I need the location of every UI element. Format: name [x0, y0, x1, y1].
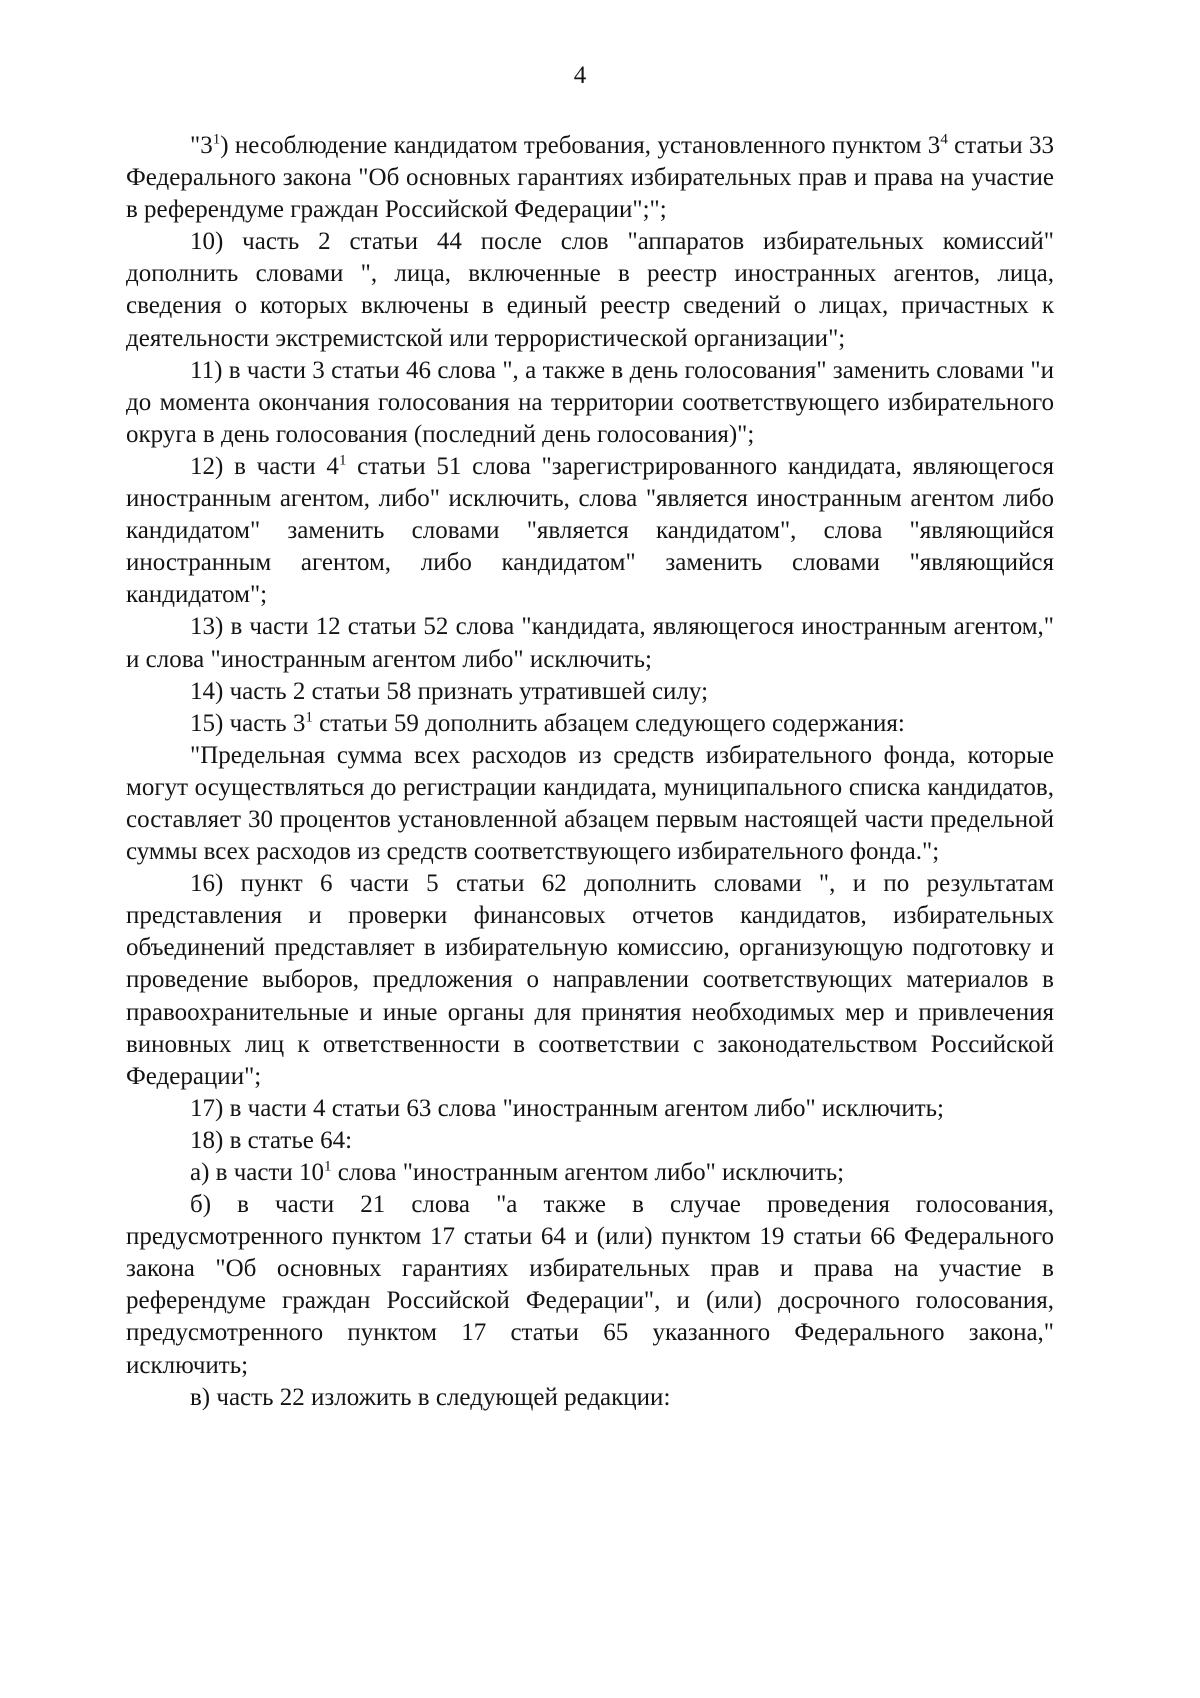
superscript: 1	[305, 709, 313, 726]
text-run: статьи 51 слова "зарегистрированного кандидата, являющегося иностранным агентом, либо" исключить, слова "является иностранным агентом либо кандидатом" заменить словами "является кандидатом", слова "являющийся иностранным агентом, либо кандидатом" заменить словами "являющийся кандидатом";	[126, 452, 1054, 609]
paragraph-14: 14) часть 2 статьи 58 признать утратившей силу;	[190, 677, 709, 705]
paragraph-16: 16) пункт 6 части 5 статьи 62 дополнить словами ", и по результатам представления и проверки финансовых отчетов кандидатов, избирательных объединений представляет в избирательную комиссию, организующую подготовку и проведение выборов, предложения о направлении соответствующих материалов в правоохранительные и иные органы для принятия необходимых мер и привлечения виновных лиц к ответственности в соответствии с законодательством Российской Федерации";	[126, 870, 1054, 1090]
paragraph-18-b: б) в части 21 слова "а также в случае проведения голосования, предусмотренного пунктом 17 статьи 64 и (или) пунктом 19 статьи 66 Федерального закона "Об основных гарантиях избирательных прав и права на участие в референдуме граждан Российской Федерации", и (или) досрочного голосования, предусмотренного пунктом 17 статьи 65 указанного Федерального закона," исключить;	[126, 1191, 1054, 1379]
paragraph-3-1	[126, 130, 1054, 226]
superscript: 1	[338, 452, 347, 469]
paragraph-quote-limit: "Предельная сумма всех расходов из средств избирательного фонда, которые могут осуществляться до регистрации кандидата, муниципального списка кандидатов, составляет 30 процентов установленной абзацем первым настоящей части предельной суммы всех расходов из средств соответствующего избирательного фонда.";	[126, 741, 1054, 866]
superscript: 4	[940, 131, 948, 148]
text-run: 12) в части 4	[190, 452, 339, 480]
text-run: 15) часть 3	[190, 709, 306, 737]
page-number: 4	[573, 62, 587, 89]
paragraph-18: 18) в статье 64:	[190, 1126, 353, 1154]
text-run: "3	[190, 132, 213, 159]
paragraph-10: 10) часть 2 статьи 44 после слов "аппаратов избирательных комиссий" дополнить словами ", лица, включенные в реестр иностранных агентов, лица, сведения о которых включены в единый реестр сведений о лицах, причастных к деятельности экстремистской или террористической организации";	[126, 228, 1054, 352]
text-run: статьи 59 дополнить абзацем следующего содержания:	[312, 709, 905, 737]
paragraph-11: 11) в части 3 статьи 46 слова ", а также в день голосования" заменить словами "и до момента окончания голосования на территории соответствующего избирательного округа в день голосования (последний день голосования)";	[126, 356, 1054, 448]
paragraph-13: 13) в части 12 статьи 52 слова "кандидата, являющегося иностранным агентом," и слова "иностранным агентом либо" исключить;	[126, 613, 1054, 673]
document-body	[126, 130, 1054, 1414]
superscript: 1	[324, 1158, 332, 1175]
paragraph-17: 17) в части 4 статьи 63 слова "иностранным агентом либо" исключить;	[190, 1094, 944, 1122]
paragraph-18-v: в) часть 22 изложить в следующей редакции:	[190, 1383, 671, 1411]
paragraph-12	[126, 451, 1054, 611]
text-run: а) в части 10	[190, 1159, 325, 1186]
paragraph-15	[126, 708, 1054, 740]
text-run: слова "иностранным агентом либо" исключить;	[331, 1159, 845, 1186]
superscript: 1	[212, 131, 221, 148]
text-run: ) несоблюдение кандидатом требования, установленного пунктом 3	[220, 132, 941, 159]
text-run: статьи 33 Федерального закона "Об основных гарантиях избирательных прав и права на участие в референдуме граждан Российской Федерации";";	[126, 132, 1054, 224]
paragraph-18-a	[126, 1157, 1054, 1189]
